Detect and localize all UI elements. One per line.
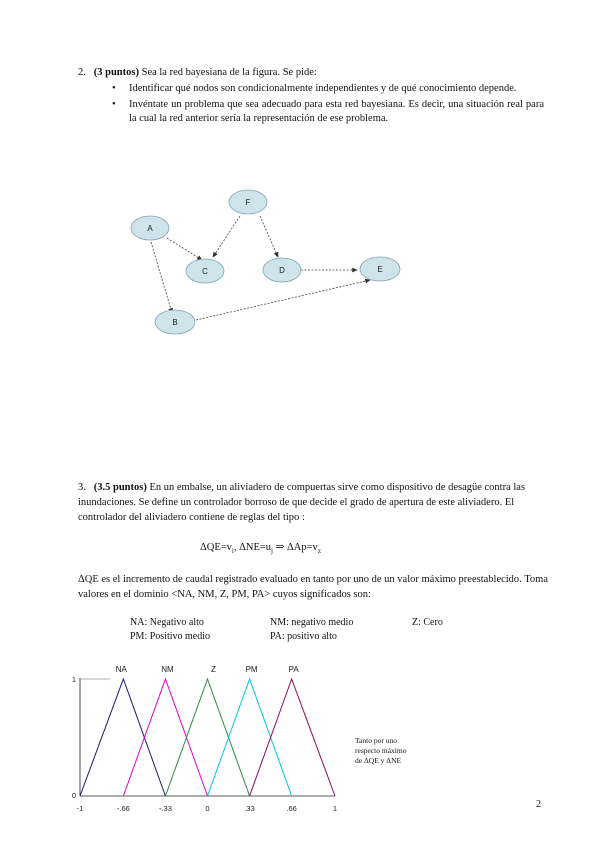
series-pa-line xyxy=(250,679,335,796)
y-tick-0: 0 xyxy=(71,791,76,800)
y-tick-1: 1 xyxy=(71,675,76,684)
series-na-label: NA xyxy=(115,665,127,674)
edge-f-d xyxy=(260,216,278,257)
rule-part-2: , ΔNE=u xyxy=(233,542,272,553)
chart-annotation xyxy=(355,736,445,766)
q3-description: ΔQE es el incremento de caudal registrado evaluado en tanto por uno de un valor máximo preestablecido. Toma valores en el dominio <NA, NM, Z, PM, PA> cuyos significados son: xyxy=(78,574,548,600)
x-tick-label: 0 xyxy=(205,804,210,813)
page-number: 2 xyxy=(536,799,541,810)
edge-a-b xyxy=(151,242,172,313)
rule-sub-1: i xyxy=(231,547,234,556)
q2-bullet-list xyxy=(112,82,544,128)
q2-intro: Sea la red bayesiana de la figura. Se pide: xyxy=(141,67,317,78)
x-tick-label: -1 xyxy=(76,804,84,813)
question-3-paragraph xyxy=(78,480,548,525)
rule-part-1: ΔQE=v xyxy=(200,542,232,553)
node-e-label: E xyxy=(377,265,383,274)
def-pm: PM: Positivo medio xyxy=(130,631,211,642)
edge-f-c xyxy=(213,216,240,257)
node-d-label: D xyxy=(279,266,285,275)
annotation-line-3: de ΔQE y ΔNE xyxy=(355,756,402,765)
x-tick-label: -.66 xyxy=(116,804,130,813)
series-nm-line xyxy=(123,679,207,796)
def-na: NA: Negativo alto xyxy=(130,617,204,628)
def-z: Z: Cero xyxy=(412,617,443,628)
q2-bullet-1: • Identificar qué nodos son condicionalmente independientes y de qué conocimiento depende. xyxy=(112,82,544,96)
x-tick-label: 1 xyxy=(332,804,338,813)
q3-text: En un embalse, un aliviadero de compuertas sirve como dispositivo de desagüe contra las inundaciones. Se define un controlador borroso de que decide el grado de apertura de este aliviadero. El controlador del aliviadero contiene de reglas del tipo : xyxy=(78,482,526,523)
x-tick-label: .66 xyxy=(286,804,297,813)
q3-points: (3.5 puntos) xyxy=(93,482,147,493)
x-tick-label: -.33 xyxy=(158,804,172,813)
series-pm-line xyxy=(208,679,292,796)
bayesian-network-diagram xyxy=(120,180,420,350)
series-pm-label: PM xyxy=(245,665,258,674)
def-nm: NM: negativo medio xyxy=(270,617,354,628)
annotation-line-2: respecto máximo xyxy=(355,746,407,755)
series-pa-label: PA xyxy=(288,665,299,674)
series-na-line xyxy=(80,679,165,796)
membership-function-chart xyxy=(70,658,355,818)
q2-points: (3 puntos) xyxy=(93,67,139,78)
annotation-line-1: Tanto por uno xyxy=(355,736,397,745)
series-z-label: Z xyxy=(211,665,216,674)
q2-number: 2. xyxy=(78,67,86,78)
edge-b-e xyxy=(196,280,370,320)
node-c-label: C xyxy=(202,267,208,276)
def-pa: PA: positivo alto xyxy=(270,631,337,642)
rule-part-3: ⇒ ΔAp=v xyxy=(273,542,318,553)
q3-number: 3. xyxy=(78,482,86,493)
rule-sub-2: j xyxy=(271,547,273,556)
rule-equation xyxy=(200,541,321,555)
node-b-label: B xyxy=(172,318,178,327)
rule-sub-3: z xyxy=(317,547,321,556)
series-z-line xyxy=(165,679,249,796)
edge-a-c xyxy=(167,238,202,260)
x-tick-label: .33 xyxy=(244,804,255,813)
node-a-label: A xyxy=(147,224,153,233)
series-nm-label: NM xyxy=(161,665,174,674)
node-f-label: F xyxy=(245,198,251,207)
question-2-heading xyxy=(78,66,548,80)
q2-bullet-2: • Invéntate un problema que sea adecuado para esta red bayesiana. Es decir, una situación real para la cual la red anterior sería la representación de ese problema. xyxy=(112,98,544,126)
